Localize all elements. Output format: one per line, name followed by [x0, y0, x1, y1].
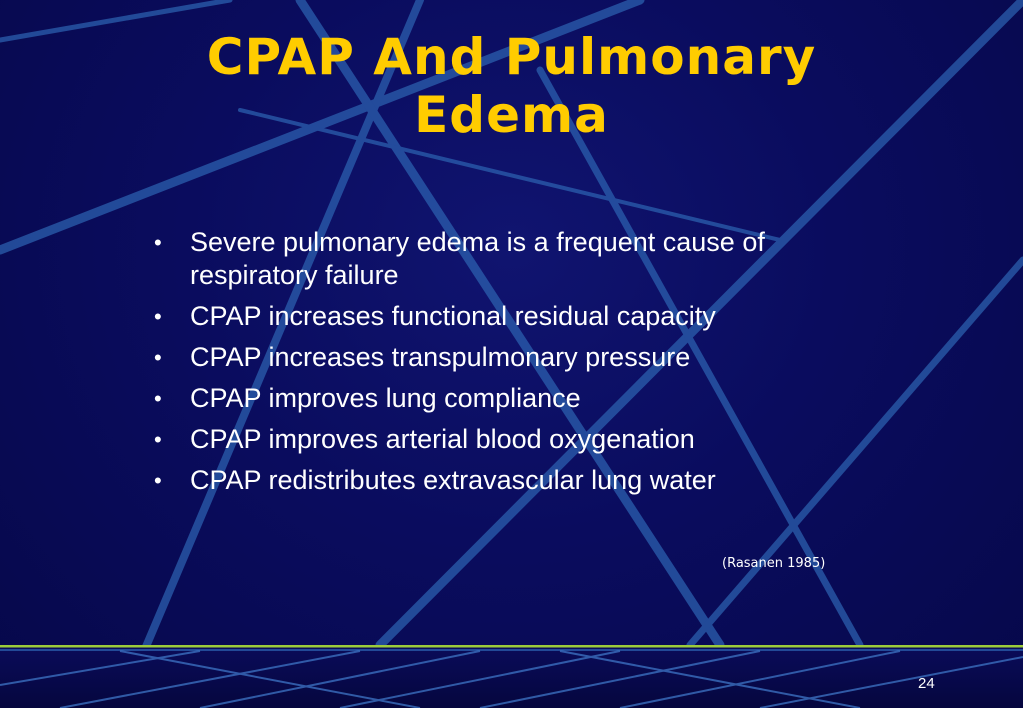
bullet-dot-icon: • [154, 230, 162, 255]
bullet-text: CPAP improves lung compliance [190, 383, 581, 413]
bullet-dot-icon: • [154, 345, 162, 370]
footer-bar [0, 645, 1023, 708]
bullet-text: CPAP redistributes extravascular lung water [190, 465, 716, 495]
bullet-text: CPAP increases functional residual capacity [190, 301, 716, 331]
bullet-list [152, 226, 872, 505]
bullet-item [152, 382, 872, 415]
bullet-dot-icon: • [154, 427, 162, 452]
footer-decor [0, 645, 1023, 708]
page-number: 24 [918, 675, 935, 692]
title-line-2: Edema [414, 86, 609, 144]
bullet-item [152, 464, 872, 497]
bullet-dot-icon: • [154, 304, 162, 329]
bullet-text: CPAP improves arterial blood oxygenation [190, 424, 695, 454]
bullet-text: Severe pulmonary edema is a frequent cause of respiratory failure [190, 227, 765, 290]
bullet-item [152, 423, 872, 456]
slide-title [0, 28, 1023, 144]
bullet-item [152, 341, 872, 374]
bullet-item [152, 300, 872, 333]
bullet-dot-icon: • [154, 468, 162, 493]
citation: (Rasanen 1985) [722, 556, 826, 571]
title-line-1: CPAP And Pulmonary [206, 28, 817, 86]
bullet-item [152, 226, 872, 292]
bullet-text: CPAP increases transpulmonary pressure [190, 342, 691, 372]
bullet-dot-icon: • [154, 386, 162, 411]
